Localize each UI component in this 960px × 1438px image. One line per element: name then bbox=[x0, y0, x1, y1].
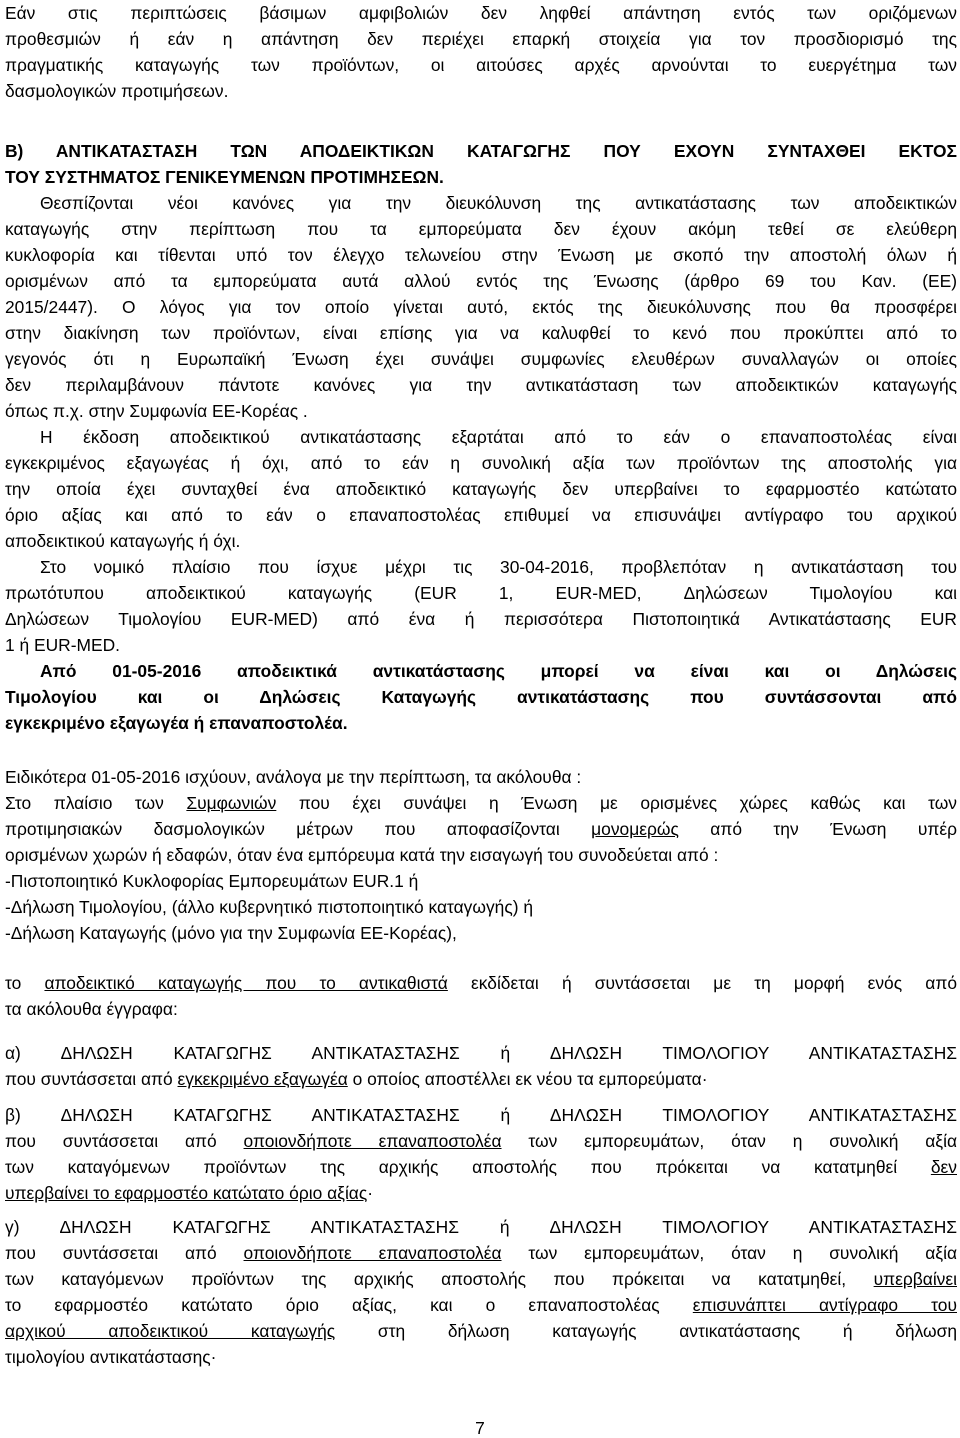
intro-line: δασμολογικών προτιμήσεων. bbox=[5, 81, 229, 101]
intro-line: πραγματικής καταγωγής των προϊόντων, οι αιτούσες αρχές αρνούνται το ευεργέτημα των bbox=[5, 55, 957, 75]
item-c-line: των καταγόμενων προϊόντων της αρχικής αποστολής που πρόκειται να κατατμηθεί, υπερβαίνει bbox=[5, 1269, 957, 1289]
documents-line: τα ακόλουθα έγγραφα: bbox=[5, 999, 178, 1019]
any-reshipper-term: οποιονδήποτε επαναποστολέα bbox=[243, 1131, 502, 1151]
item-b-line: υπερβαίνει το εφαρμοστέο κατώτατο όριο αξίας· bbox=[5, 1183, 374, 1203]
paragraph-line: Στο νομικό πλαίσιο που ίσχυε μέχρι τις 30-04-2016, προβλεπόταν η αντικατάσταση του bbox=[40, 557, 957, 577]
specific-line: Στο πλαίσιο των Συμφωνιών που έχει συνάψει η Ένωση με ορισμένες χώρες καθώς και των bbox=[5, 793, 957, 813]
specific-list-item: -Δήλωση Καταγωγής (μόνο για την Συμφωνία ΕΕ-Κορέας), bbox=[5, 923, 457, 943]
paragraph-line: όριο αξίας και από το εάν ο επαναποστολέας επιθυμεί να επισυνάψει αντίγραφο του αρχικού bbox=[5, 505, 957, 525]
item-a-line: που συντάσσεται από εγκεκριμένο εξαγωγέα ο οποίος αποστέλλει εκ νέου τα εμπορεύματα· bbox=[5, 1069, 708, 1089]
paragraph-line: όπως π.χ. στην Συμφωνία ΕΕ-Κορέας . bbox=[5, 401, 308, 421]
page-number: 7 bbox=[475, 1418, 485, 1438]
bold-paragraph-line: εγκεκριμένο εξαγωγέα ή επαναποστολέα. bbox=[5, 713, 348, 733]
paragraph-line: αποδεικτικού καταγωγής ή όχι. bbox=[5, 531, 241, 551]
paragraph-line: 2015/2447). Ο λόγος για τον οποίο γίνεται αυτό, εκτός της διευκόλυνσης που θα προσφέρει bbox=[5, 297, 957, 317]
exceeds-term: υπερβαίνει bbox=[873, 1269, 957, 1289]
item-c-line: τιμολογίου αντικατάστασης· bbox=[5, 1347, 217, 1367]
paragraph-line: γεγονός ότι η Ευρωπαϊκή Ένωση έχει συνάψει συμφωνίες ελευθέρων συναλλαγών οι οποίες bbox=[5, 349, 957, 369]
bold-paragraph-line: Τιμολογίου και οι Δηλώσεις Καταγωγής αντικατάστασης που συντάσσονται από bbox=[5, 687, 957, 707]
item-b-line: που συντάσσεται από οποιονδήποτε επαναποστολέα των εμπορευμάτων, όταν η συνολική αξία bbox=[5, 1131, 957, 1151]
specific-line: προτιμησιακών δασμολογικών μέτρων που αποφασίζονται μονομερώς από την Ένωση υπέρ bbox=[5, 819, 957, 839]
unilateral-term: μονομερώς bbox=[591, 819, 679, 839]
specific-list-item: -Πιστοποιητικό Κυκλοφορίας Εμπορευμάτων EUR.1 ή bbox=[5, 871, 419, 891]
intro-line: Εάν στις περιπτώσεις βάσιμων αμφιβολιών δεν ληφθεί απάντηση εντός των οριζόμενων bbox=[5, 3, 957, 23]
paragraph-line: Η έκδοση αποδεικτικού αντικατάστασης εξαρτάται από το εάν ο επαναποστολέας είναι bbox=[40, 427, 957, 447]
bold-paragraph-line: Από 01-05-2016 αποδεικτικά αντικατάστασης μπορεί να είναι και οι Δηλώσεις bbox=[40, 661, 957, 681]
paragraph-line: στην διακίνηση των προϊόντων, είναι επίσης για να καλυφθεί το κενό που προκύπτει από το bbox=[5, 323, 957, 343]
attaches-copy-term: επισυνάπτει αντίγραφο του bbox=[692, 1295, 957, 1315]
item-c-heading: γ) ΔΗΛΩΣΗ ΚΑΤΑΓΩΓΗΣ ΑΝΤΙΚΑΤΑΣΤΑΣΗΣ ή ΔΗΛΩΣΗ ΤΙΜΟΛΟΓΙΟΥ ΑΝΤΙΚΑΤΑΣΤΑΣΗΣ bbox=[5, 1217, 957, 1237]
item-c-line: που συντάσσεται από οποιονδήποτε επαναποστολέα των εμπορευμάτων, όταν η συνολική αξία bbox=[5, 1243, 957, 1263]
paragraph-line: την οποία έχει συνταχθεί ένα αποδεικτικό καταγωγής δεν υπερβαίνει το εφαρμοστέο κατώτατο bbox=[5, 479, 957, 499]
section-heading: Β) ΑΝΤΙΚΑΤΑΣΤΑΣΗ ΤΩΝ ΑΠΟΔΕΙΚΤΙΚΩΝ ΚΑΤΑΓΩΓΗΣ ΠΟΥ ΕΧΟΥΝ ΣΥΝΤΑΧΘΕΙ ΕΚΤΟΣ bbox=[5, 141, 957, 161]
does-not-term: δεν bbox=[930, 1157, 957, 1177]
approved-exporter-term: εγκεκριμένο εξαγωγέα bbox=[177, 1069, 348, 1089]
item-a-heading: α) ΔΗΛΩΣΗ ΚΑΤΑΓΩΓΗΣ ΑΝΤΙΚΑΤΑΣΤΑΣΗΣ ή ΔΗΛΩΣΗ ΤΙΜΟΛΟΓΙΟΥ ΑΝΤΙΚΑΤΑΣΤΑΣΗΣ bbox=[5, 1043, 957, 1063]
replacement-proof-term: αποδεικτικό καταγωγής που το αντικαθιστά bbox=[44, 973, 448, 993]
documents-line: το αποδεικτικό καταγωγής που το αντικαθιστά εκδίδεται ή συντάσσεται με τη μορφή ενός από bbox=[5, 973, 957, 993]
threshold-term: υπερβαίνει το εφαρμοστέο κατώτατο όριο αξίας bbox=[5, 1183, 368, 1203]
item-c-line: αρχικού αποδεικτικού καταγωγής στη δήλωση καταγωγής αντικατάστασης ή δήλωση bbox=[5, 1321, 958, 1341]
specific-list-item: -Δήλωση Τιμολογίου, (άλλο κυβερνητικό πιστοποιητικό καταγωγής) ή bbox=[5, 897, 533, 917]
paragraph-line: εγκεκριμένος εξαγωγέας ή όχι, από το εάν η συνολική αξία των προϊόντων της αποστολής για bbox=[5, 453, 957, 473]
specific-intro: Ειδικότερα 01-05-2016 ισχύουν, ανάλογα με την περίπτωση, τα ακόλουθα : bbox=[5, 767, 582, 787]
paragraph-line: 1 ή EUR-MED. bbox=[5, 635, 120, 655]
paragraph-line: πρωτότυπου αποδεικτικού καταγωγής (EUR 1, EUR-MED, Δηλώσεων Τιμολογίου και bbox=[5, 583, 957, 603]
section-heading: ΤΟΥ ΣΥΣΤΗΜΑΤΟΣ ΓΕΝΙΚΕΥΜΕΝΩΝ ΠΡΟΤΙΜΗΣΕΩΝ. bbox=[5, 167, 444, 187]
original-proof-term: αρχικού αποδεικτικού καταγωγής bbox=[5, 1321, 336, 1341]
paragraph-line: Θεσπίζονται νέοι κανόνες για την διευκόλυνση της αντικατάστασης των αποδεικτικών bbox=[40, 193, 957, 213]
intro-line: προθεσμιών ή εάν η απάντηση δεν περιέχει επαρκή στοιχεία για τον προσδιορισμό της bbox=[5, 29, 957, 49]
paragraph-line: κυκλοφορία και τίθενται υπό τον έλεγχο τελωνείου στην Ένωση με σκοπό την αποστολή όλων ή bbox=[5, 245, 957, 265]
specific-line: ορισμένων χωρών ή εδαφών, όταν ένα εμπόρευμα κατά την εισαγωγή του συνοδεύεται από : bbox=[5, 845, 719, 865]
paragraph-line: καταγωγής στην περίπτωση που τα εμπορεύματα δεν έχουν ακόμη τεθεί σε ελεύθερη bbox=[5, 219, 957, 239]
item-c-line: το εφαρμοστέο κατώτατο όριο αξίας, και ο επαναποστολέας επισυνάπτει αντίγραφο του bbox=[5, 1295, 957, 1315]
agreements-term: Συμφωνιών bbox=[186, 793, 277, 813]
any-reshipper-term: οποιονδήποτε επαναποστολέα bbox=[243, 1243, 502, 1263]
item-b-heading: β) ΔΗΛΩΣΗ ΚΑΤΑΓΩΓΗΣ ΑΝΤΙΚΑΤΑΣΤΑΣΗΣ ή ΔΗΛΩΣΗ ΤΙΜΟΛΟΓΙΟΥ ΑΝΤΙΚΑΤΑΣΤΑΣΗΣ bbox=[5, 1105, 957, 1125]
paragraph-line: δεν περιλαμβάνουν πάντοτε κανόνες για την αντικατάσταση των αποδεικτικών καταγωγής bbox=[5, 375, 957, 395]
item-b-line: των καταγόμενων προϊόντων της αρχικής αποστολής που πρόκειται να κατατμηθεί δεν bbox=[5, 1157, 957, 1177]
paragraph-line: Δηλώσεων Τιμολογίου EUR-MED) από ένα ή περισσότερα Πιστοποιητικά Αντικατάστασης EUR bbox=[5, 609, 957, 629]
paragraph-line: ορισμένων από τα εμπορεύματα αυτά αλλού εντός της Ένωσης (άρθρο 69 του Καν. (ΕΕ) bbox=[5, 271, 957, 291]
